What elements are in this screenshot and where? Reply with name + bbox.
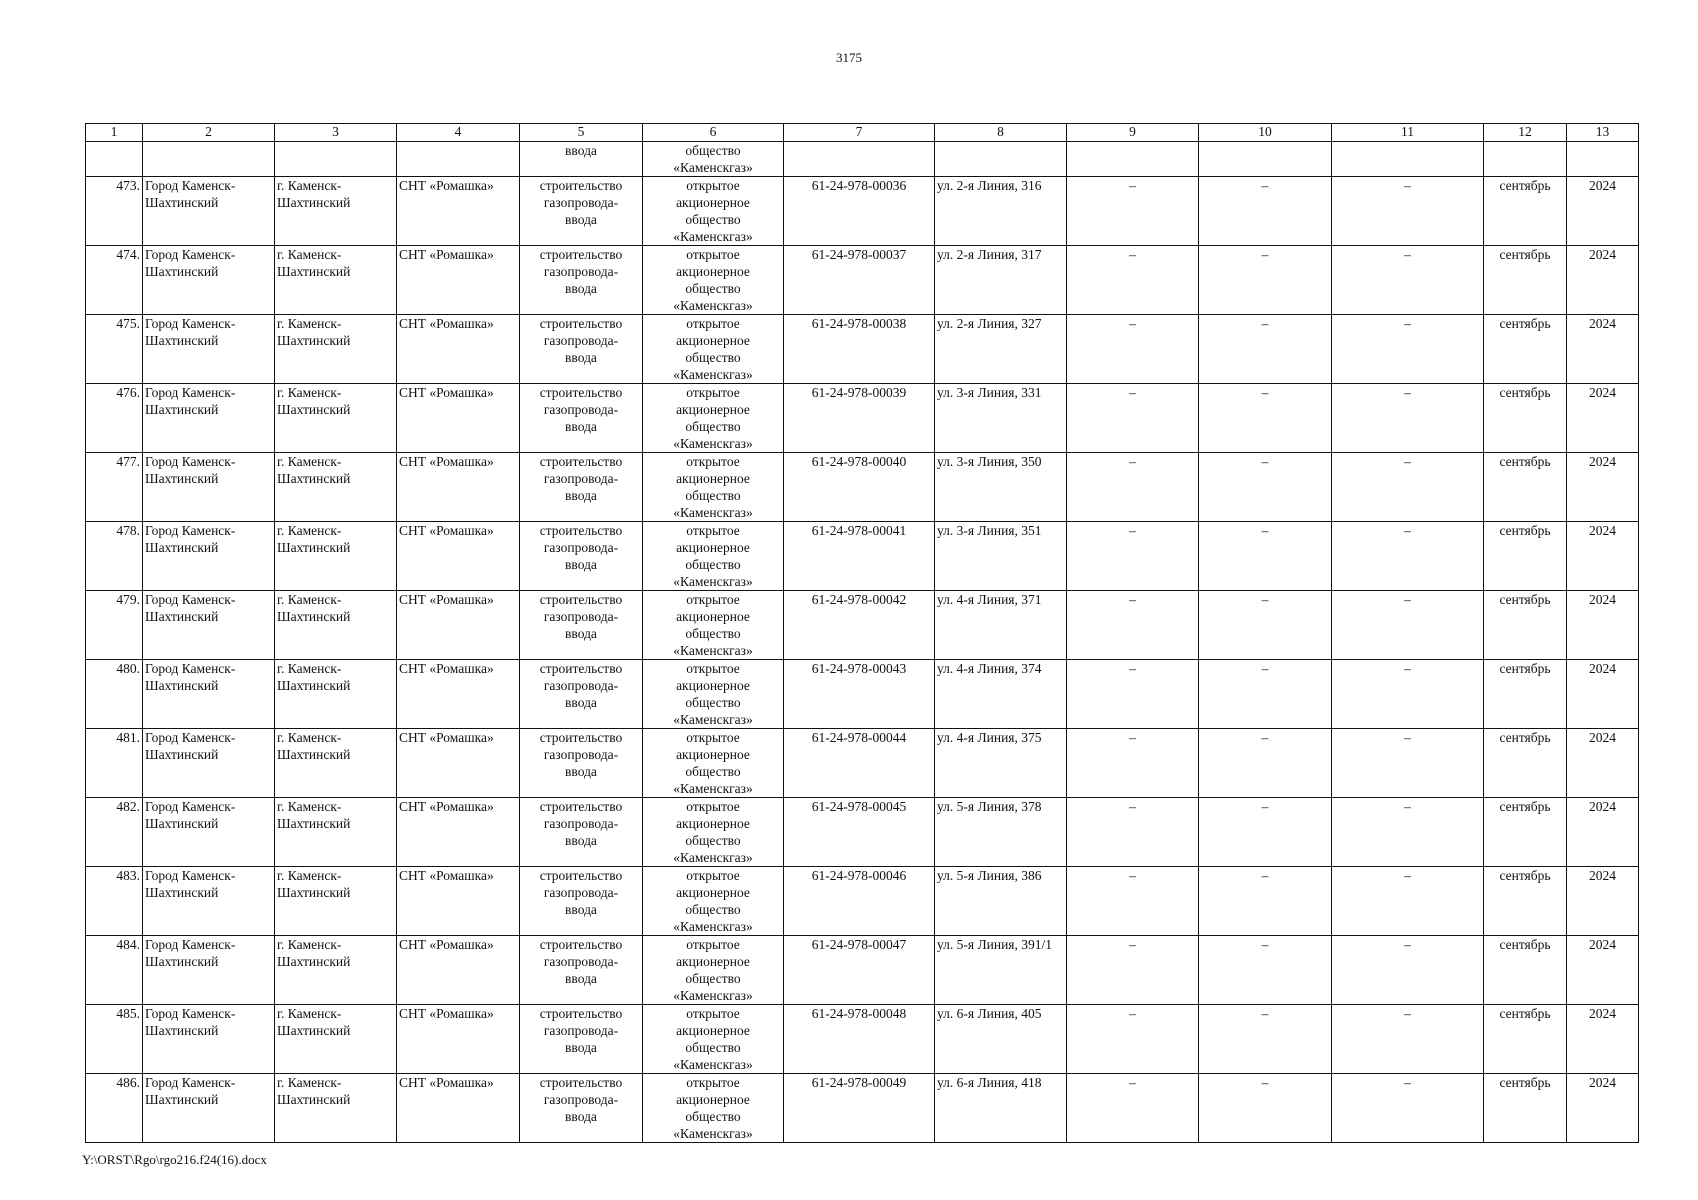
cell-year: 2024: [1567, 453, 1639, 522]
cell-work: строительство газопровода- ввода: [520, 1074, 643, 1143]
cell-locality: г. Каменск- Шахтинский: [275, 591, 397, 660]
cell-address: ул. 6-я Линия, 418: [935, 1074, 1067, 1143]
cell-number: 483.: [86, 867, 143, 936]
cell-org: открытое акционерное общество «Каменскгаз»: [643, 591, 784, 660]
column-header: 1: [86, 124, 143, 142]
cell-work: строительство газопровода- ввода: [520, 1005, 643, 1074]
column-header-row: [86, 124, 1639, 142]
cell-year: 2024: [1567, 315, 1639, 384]
cell: [1067, 142, 1199, 177]
cell-work: строительство газопровода- ввода: [520, 315, 643, 384]
cell-year: 2024: [1567, 867, 1639, 936]
cell-col9: –: [1067, 384, 1199, 453]
cell-number: 481.: [86, 729, 143, 798]
cell-work: строительство газопровода- ввода: [520, 729, 643, 798]
cell-municipality: Город Каменск- Шахтинский: [143, 660, 275, 729]
cell-col9: –: [1067, 315, 1199, 384]
table-row: [86, 660, 1639, 729]
cell-code: 61-24-978-00047: [784, 936, 935, 1005]
cell-address: ул. 2-я Линия, 316: [935, 177, 1067, 246]
cell-org: открытое акционерное общество «Каменскгаз»: [643, 1005, 784, 1074]
cell-month: сентябрь: [1484, 798, 1567, 867]
cell-snt: СНТ «Ромашка»: [397, 798, 520, 867]
cell-snt: СНТ «Ромашка»: [397, 522, 520, 591]
cell-col11: –: [1332, 177, 1484, 246]
cell-address: ул. 3-я Линия, 331: [935, 384, 1067, 453]
cell-org: открытое акционерное общество «Каменскгаз»: [643, 867, 784, 936]
cell-code: 61-24-978-00049: [784, 1074, 935, 1143]
cell-col10: –: [1199, 867, 1332, 936]
cell-code: 61-24-978-00040: [784, 453, 935, 522]
cell-snt: СНТ «Ромашка»: [397, 246, 520, 315]
cell-year: 2024: [1567, 798, 1639, 867]
cell-col11: –: [1332, 1074, 1484, 1143]
data-table: [85, 123, 1639, 1143]
table-row: [86, 729, 1639, 798]
cell-address: ул. 5-я Линия, 391/1: [935, 936, 1067, 1005]
cell: [275, 142, 397, 177]
cell-municipality: Город Каменск- Шахтинский: [143, 315, 275, 384]
cell-locality: г. Каменск- Шахтинский: [275, 936, 397, 1005]
cell-month: сентябрь: [1484, 1074, 1567, 1143]
cell-col9: –: [1067, 453, 1199, 522]
cell-col11: –: [1332, 591, 1484, 660]
cell: [935, 142, 1067, 177]
cell-org: открытое акционерное общество «Каменскгаз»: [643, 798, 784, 867]
cell-work: строительство газопровода- ввода: [520, 936, 643, 1005]
column-header: 11: [1332, 124, 1484, 142]
cell-col10: –: [1199, 591, 1332, 660]
cell-month: сентябрь: [1484, 591, 1567, 660]
cell-address: ул. 2-я Линия, 327: [935, 315, 1067, 384]
cell-org: открытое акционерное общество «Каменскгаз»: [643, 936, 784, 1005]
cell-org: открытое акционерное общество «Каменскгаз»: [643, 660, 784, 729]
cell-org: открытое акционерное общество «Каменскгаз»: [643, 453, 784, 522]
cell-col10: –: [1199, 1074, 1332, 1143]
column-header: 12: [1484, 124, 1567, 142]
cell-col11: –: [1332, 867, 1484, 936]
cell-municipality: Город Каменск- Шахтинский: [143, 1074, 275, 1143]
cell-year: 2024: [1567, 1005, 1639, 1074]
cell-col9: –: [1067, 177, 1199, 246]
cell-locality: г. Каменск- Шахтинский: [275, 384, 397, 453]
cell-snt: СНТ «Ромашка»: [397, 453, 520, 522]
table-row: [86, 177, 1639, 246]
cell-municipality: Город Каменск- Шахтинский: [143, 729, 275, 798]
cell-address: ул. 6-я Линия, 405: [935, 1005, 1067, 1074]
column-header: 3: [275, 124, 397, 142]
cell-col9: –: [1067, 591, 1199, 660]
cell-col11: –: [1332, 315, 1484, 384]
footer-file-path: Y:\ORST\Rgo\rgo216.f24(16).docx: [82, 1152, 267, 1167]
cell-month: сентябрь: [1484, 729, 1567, 798]
cell-col9: –: [1067, 246, 1199, 315]
cell-col10: –: [1199, 315, 1332, 384]
cell-code: 61-24-978-00044: [784, 729, 935, 798]
cell-month: сентябрь: [1484, 867, 1567, 936]
table-row: [86, 1074, 1639, 1143]
cell: [397, 142, 520, 177]
cell-code: 61-24-978-00038: [784, 315, 935, 384]
column-header: 8: [935, 124, 1067, 142]
cell-col9: –: [1067, 522, 1199, 591]
column-header: 2: [143, 124, 275, 142]
cell-snt: СНТ «Ромашка»: [397, 660, 520, 729]
cell-locality: г. Каменск- Шахтинский: [275, 867, 397, 936]
cell-snt: СНТ «Ромашка»: [397, 1005, 520, 1074]
cell-locality: г. Каменск- Шахтинский: [275, 1005, 397, 1074]
cell: [1484, 142, 1567, 177]
cell-col9: –: [1067, 729, 1199, 798]
table-row: [86, 453, 1639, 522]
cell-code: 61-24-978-00046: [784, 867, 935, 936]
cell-address: ул. 3-я Линия, 350: [935, 453, 1067, 522]
cell-locality: г. Каменск- Шахтинский: [275, 660, 397, 729]
cell-number: 482.: [86, 798, 143, 867]
cell-address: ул. 3-я Линия, 351: [935, 522, 1067, 591]
table-row: [86, 384, 1639, 453]
cell-org: открытое акционерное общество «Каменскгаз»: [643, 522, 784, 591]
cell-col10: –: [1199, 384, 1332, 453]
cell-col11: –: [1332, 246, 1484, 315]
cell-number: 474.: [86, 246, 143, 315]
cell-month: сентябрь: [1484, 660, 1567, 729]
cell-col9: –: [1067, 1005, 1199, 1074]
cell-number: 473.: [86, 177, 143, 246]
cell-number: 486.: [86, 1074, 143, 1143]
cell-work: строительство газопровода- ввода: [520, 177, 643, 246]
cell-month: сентябрь: [1484, 522, 1567, 591]
cell-address: ул. 2-я Линия, 317: [935, 246, 1067, 315]
cell-col11: –: [1332, 936, 1484, 1005]
cell-municipality: Город Каменск- Шахтинский: [143, 522, 275, 591]
cell-col10: –: [1199, 798, 1332, 867]
cell-col11: –: [1332, 453, 1484, 522]
cell-number: 478.: [86, 522, 143, 591]
cell-work: строительство газопровода- ввода: [520, 246, 643, 315]
table-body: [86, 142, 1639, 1143]
cell-work: ввода: [520, 142, 643, 177]
cell-col11: –: [1332, 522, 1484, 591]
cell-code: 61-24-978-00043: [784, 660, 935, 729]
column-header: 6: [643, 124, 784, 142]
cell-year: 2024: [1567, 936, 1639, 1005]
cell-locality: г. Каменск- Шахтинский: [275, 798, 397, 867]
cell-year: 2024: [1567, 660, 1639, 729]
cell-col11: –: [1332, 798, 1484, 867]
cell-locality: г. Каменск- Шахтинский: [275, 246, 397, 315]
cell-work: строительство газопровода- ввода: [520, 453, 643, 522]
cell: [1332, 142, 1484, 177]
cell-address: ул. 4-я Линия, 374: [935, 660, 1067, 729]
cell-municipality: Город Каменск- Шахтинский: [143, 798, 275, 867]
cell-municipality: Город Каменск- Шахтинский: [143, 1005, 275, 1074]
cell-snt: СНТ «Ромашка»: [397, 591, 520, 660]
cell-municipality: Город Каменск- Шахтинский: [143, 453, 275, 522]
table-row: [86, 246, 1639, 315]
cell-year: 2024: [1567, 384, 1639, 453]
cell-org: открытое акционерное общество «Каменскгаз»: [643, 246, 784, 315]
cell-col11: –: [1332, 384, 1484, 453]
cell-col9: –: [1067, 936, 1199, 1005]
column-header: 10: [1199, 124, 1332, 142]
cell-month: сентябрь: [1484, 315, 1567, 384]
cell-work: строительство газопровода- ввода: [520, 798, 643, 867]
cell-municipality: Город Каменск- Шахтинский: [143, 936, 275, 1005]
cell-snt: СНТ «Ромашка»: [397, 384, 520, 453]
cell-code: 61-24-978-00039: [784, 384, 935, 453]
cell-col10: –: [1199, 660, 1332, 729]
cell-col9: –: [1067, 798, 1199, 867]
cell-org: открытое акционерное общество «Каменскгаз»: [643, 315, 784, 384]
cell-locality: г. Каменск- Шахтинский: [275, 729, 397, 798]
cell: [143, 142, 275, 177]
cell-municipality: Город Каменск- Шахтинский: [143, 384, 275, 453]
cell-code: 61-24-978-00045: [784, 798, 935, 867]
cell-locality: г. Каменск- Шахтинский: [275, 453, 397, 522]
cell-work: строительство газопровода- ввода: [520, 660, 643, 729]
cell-col11: –: [1332, 1005, 1484, 1074]
cell-address: ул. 5-я Линия, 386: [935, 867, 1067, 936]
cell-col11: –: [1332, 729, 1484, 798]
cell-locality: г. Каменск- Шахтинский: [275, 1074, 397, 1143]
cell-snt: СНТ «Ромашка»: [397, 177, 520, 246]
cell-col11: –: [1332, 660, 1484, 729]
cell-number: 485.: [86, 1005, 143, 1074]
cell-snt: СНТ «Ромашка»: [397, 867, 520, 936]
cell-code: 61-24-978-00048: [784, 1005, 935, 1074]
column-header: 13: [1567, 124, 1639, 142]
cell-col10: –: [1199, 522, 1332, 591]
cell-month: сентябрь: [1484, 384, 1567, 453]
cell-work: строительство газопровода- ввода: [520, 522, 643, 591]
cell-work: строительство газопровода- ввода: [520, 867, 643, 936]
cell-year: 2024: [1567, 522, 1639, 591]
cell: [1199, 142, 1332, 177]
cell-org: открытое акционерное общество «Каменскгаз»: [643, 177, 784, 246]
continuation-row: [86, 142, 1639, 177]
cell-locality: г. Каменск- Шахтинский: [275, 522, 397, 591]
cell-month: сентябрь: [1484, 246, 1567, 315]
cell-address: ул. 4-я Линия, 375: [935, 729, 1067, 798]
cell-snt: СНТ «Ромашка»: [397, 936, 520, 1005]
cell-org: общество «Каменскгаз»: [643, 142, 784, 177]
table-row: [86, 315, 1639, 384]
column-header: 5: [520, 124, 643, 142]
cell-month: сентябрь: [1484, 177, 1567, 246]
cell-col10: –: [1199, 936, 1332, 1005]
table-row: [86, 798, 1639, 867]
cell-number: 477.: [86, 453, 143, 522]
cell-municipality: Город Каменск- Шахтинский: [143, 177, 275, 246]
cell-org: открытое акционерное общество «Каменскгаз»: [643, 384, 784, 453]
cell-locality: г. Каменск- Шахтинский: [275, 315, 397, 384]
table-row: [86, 591, 1639, 660]
table-row: [86, 867, 1639, 936]
cell-code: 61-24-978-00036: [784, 177, 935, 246]
column-header: 9: [1067, 124, 1199, 142]
cell-snt: СНТ «Ромашка»: [397, 1074, 520, 1143]
cell-col10: –: [1199, 246, 1332, 315]
cell-year: 2024: [1567, 591, 1639, 660]
cell-municipality: Город Каменск- Шахтинский: [143, 867, 275, 936]
cell-year: 2024: [1567, 1074, 1639, 1143]
cell-code: 61-24-978-00041: [784, 522, 935, 591]
cell: [1567, 142, 1639, 177]
cell-number: 479.: [86, 591, 143, 660]
cell-col9: –: [1067, 867, 1199, 936]
cell-municipality: Город Каменск- Шахтинский: [143, 591, 275, 660]
cell-snt: СНТ «Ромашка»: [397, 315, 520, 384]
table-row: [86, 1005, 1639, 1074]
cell-month: сентябрь: [1484, 1005, 1567, 1074]
cell-number: 484.: [86, 936, 143, 1005]
cell-number: 475.: [86, 315, 143, 384]
cell-col9: –: [1067, 1074, 1199, 1143]
cell-municipality: Город Каменск- Шахтинский: [143, 246, 275, 315]
cell-number: 480.: [86, 660, 143, 729]
table-row: [86, 522, 1639, 591]
cell-col9: –: [1067, 660, 1199, 729]
cell-code: 61-24-978-00042: [784, 591, 935, 660]
page-number: 3175: [836, 50, 862, 65]
cell-work: строительство газопровода- ввода: [520, 384, 643, 453]
cell-col10: –: [1199, 453, 1332, 522]
cell-year: 2024: [1567, 729, 1639, 798]
cell-col10: –: [1199, 177, 1332, 246]
column-header: 4: [397, 124, 520, 142]
cell-col10: –: [1199, 729, 1332, 798]
cell-snt: СНТ «Ромашка»: [397, 729, 520, 798]
cell-year: 2024: [1567, 177, 1639, 246]
cell-org: открытое акционерное общество «Каменскгаз»: [643, 729, 784, 798]
cell-locality: г. Каменск- Шахтинский: [275, 177, 397, 246]
cell-address: ул. 4-я Линия, 371: [935, 591, 1067, 660]
column-header: 7: [784, 124, 935, 142]
cell: [86, 142, 143, 177]
cell-month: сентябрь: [1484, 453, 1567, 522]
cell-number: 476.: [86, 384, 143, 453]
cell: [784, 142, 935, 177]
cell-address: ул. 5-я Линия, 378: [935, 798, 1067, 867]
cell-year: 2024: [1567, 246, 1639, 315]
cell-col10: –: [1199, 1005, 1332, 1074]
cell-code: 61-24-978-00037: [784, 246, 935, 315]
table-row: [86, 936, 1639, 1005]
cell-org: открытое акционерное общество «Каменскгаз»: [643, 1074, 784, 1143]
cell-work: строительство газопровода- ввода: [520, 591, 643, 660]
cell-month: сентябрь: [1484, 936, 1567, 1005]
